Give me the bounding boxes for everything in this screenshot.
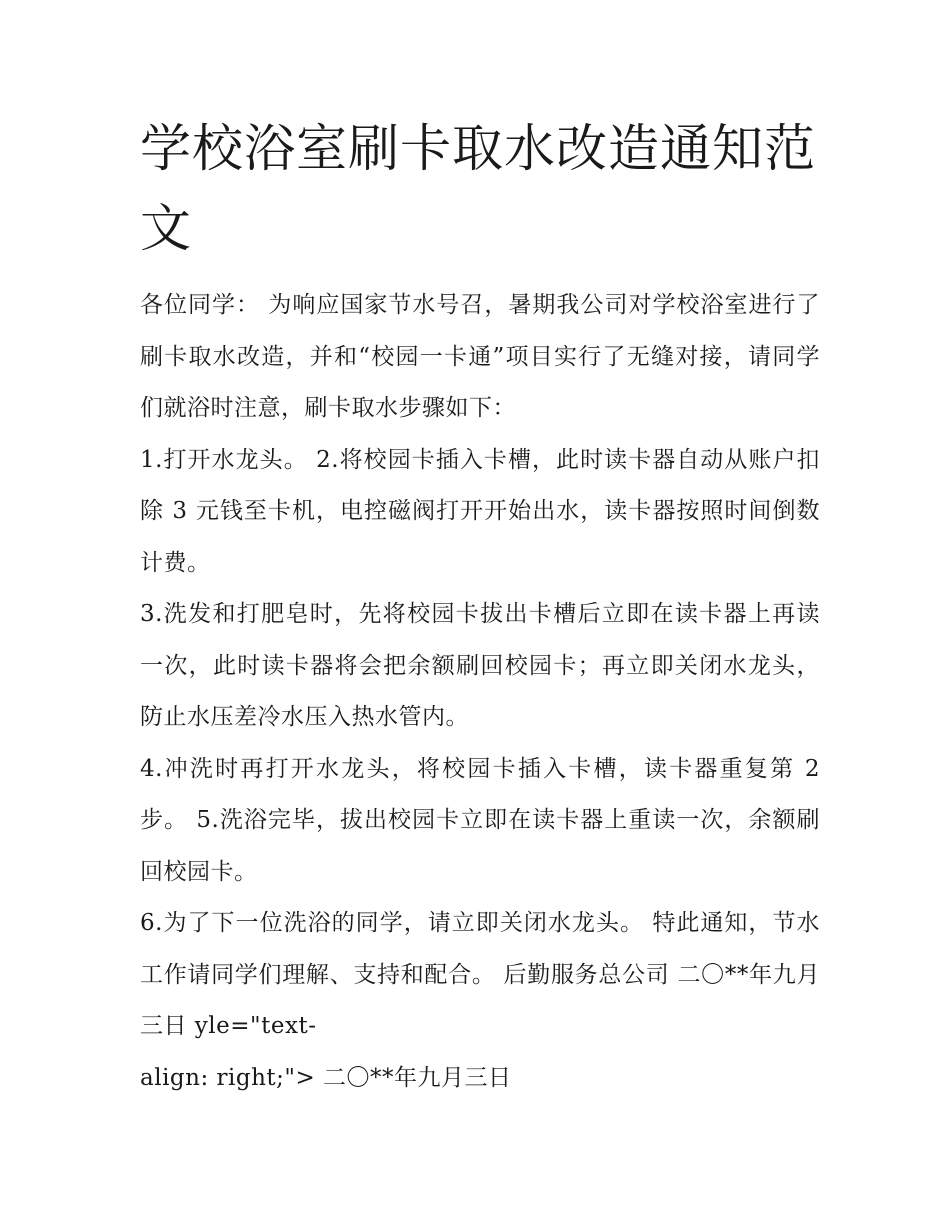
paragraph-greeting: 各位同学： 为响应国家节水号召，暑期我公司对学校浴室进行了刷卡取水改造，并和“校园一卡通”项目实行了无缝对接，请同学们就浴时注意，刷卡取水步骤如下： (140, 292, 820, 421)
paragraph-step-3: 3.洗发和打肥皂时，先将校园卡拔出卡槽后立即在读卡器上再读一次，此时读卡器将会把余额刷回校园卡；再立即关闭水龙头，防止水压差冷水压入热水管内。 (140, 601, 820, 730)
document-title: 学校浴室刷卡取水改造通知范文 (140, 120, 817, 259)
paragraph-date: align: right;"> 二〇**年九月三日 (140, 1064, 512, 1091)
paragraph-step-4-5: 4.冲洗时再打开水龙头，将校园卡插入卡槽，读卡器重复第 2 步。 5.洗浴完毕，拔出校园卡立即在读卡器上重读一次，余额刷回校园卡。 (140, 755, 820, 885)
paragraph-step-6-closing: 6.为了下一位洗浴的同学，请立即关闭水龙头。 特此通知，节水工作请同学们理解、支持和配合。 后勤服务总公司 二〇**年九月三日 yle="text- (140, 910, 820, 1039)
document-page (140, 110, 820, 1104)
paragraph-step-1-2: 1.打开水龙头。 2.将校园卡插入卡槽，此时读卡器自动从账户扣除 3 元钱至卡机，电控磁阀打开开始出水，读卡器按照时间倒数计费。 (140, 446, 820, 576)
